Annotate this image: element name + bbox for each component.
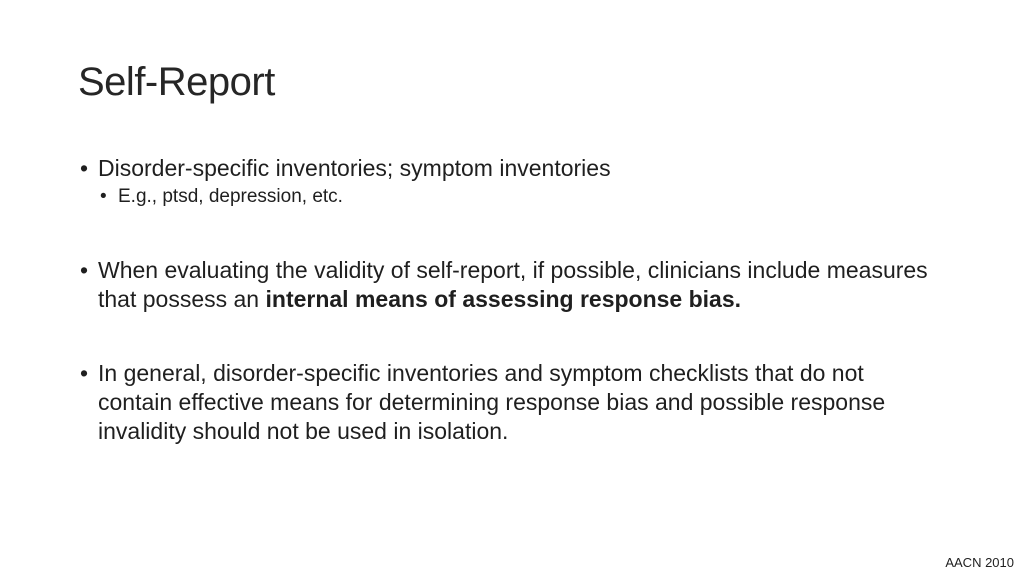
- bullet-text: When evaluating the validity of self-report, if possible, clinicians include measures that possess an: [98, 257, 928, 312]
- slide-content: [80, 154, 940, 446]
- slide-title: Self-Report: [78, 60, 275, 104]
- bullet-bold-text: internal means of assessing response bias.: [265, 286, 742, 312]
- bullet-item-1: [80, 154, 940, 183]
- bullet-dot-icon: •: [80, 155, 89, 181]
- bullet-dot-icon: •: [80, 360, 89, 386]
- bullet-item-3: [80, 359, 940, 446]
- sub-bullet-item-1: [80, 183, 940, 211]
- bullet-text: In general, disorder-specific inventories and symptom checklists that do not contain effective means for determining response bias and possible response invalidity should not be used in isolation.: [98, 360, 886, 444]
- bullet-dot-icon: •: [100, 186, 107, 207]
- bullet-text: Disorder-specific inventories; symptom inventories: [98, 155, 611, 181]
- bullet-dot-icon: •: [80, 257, 89, 283]
- slide-footer: AACN 2010: [945, 555, 1014, 570]
- bullet-item-2: [80, 256, 940, 314]
- sub-bullet-text: E.g., ptsd, depression, etc.: [118, 186, 343, 207]
